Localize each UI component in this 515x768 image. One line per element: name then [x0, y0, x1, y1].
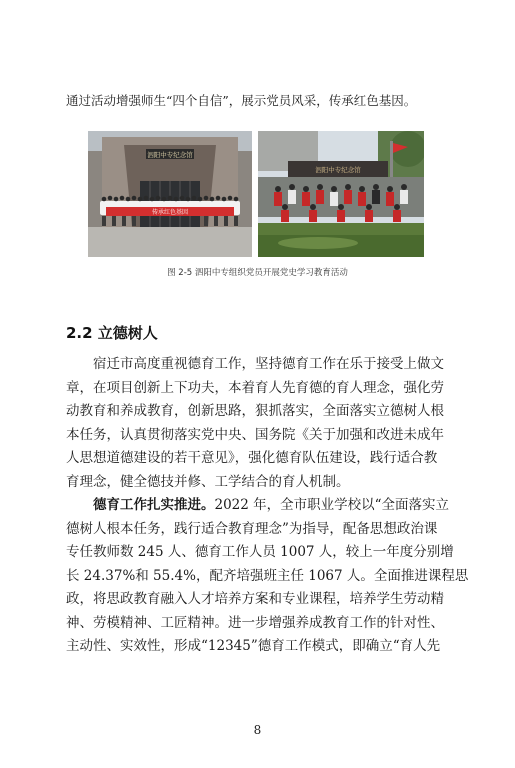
- paragraph-moral-education: [66, 353, 456, 494]
- right-sign-text: 泗阳中专纪念馆: [315, 166, 361, 174]
- paragraph-line: 人思想道德建设的若干意见》，强化德育队伍建设，践行适合教: [66, 450, 438, 466]
- paragraph-line: 宿迁市高度重视德育工作，坚持德育工作在乐于接受上做文: [93, 356, 444, 372]
- figure-caption: 图 2-5 泗阳中专组织党员开展党史学习教育活动: [167, 268, 348, 278]
- section-heading: 2.2 立德树人: [66, 324, 158, 342]
- paragraph-line: 神、劳模精神、工匠精神。进一步增强养成教育工作的针对性、: [66, 614, 444, 631]
- paragraph-line: 德树人根本任务，践行适合教育理念”为指导，配备思想政治课: [66, 520, 438, 537]
- paragraph-moral-work: [66, 494, 469, 659]
- outdoor-group-photo-image: [258, 131, 424, 257]
- intro-text: 通过活动增强师生“四个自信”，展示党员风采，传承红色基因。: [66, 93, 417, 108]
- paragraph-line: 政，将思政教育融入人才培养方案和专业课程，培养学生劳动精: [66, 591, 444, 607]
- page-number: 8: [253, 723, 262, 737]
- photo-outdoor-group: [258, 131, 424, 257]
- building-sign-text: 泗阳中专纪念馆: [147, 151, 193, 159]
- memorial-hall-photo-image: [88, 131, 252, 257]
- figure-photos: [88, 131, 424, 257]
- paragraph-line: 本任务，认真贯彻落实党中央、国务院《关于加强和改进未成年: [66, 426, 444, 443]
- paragraph-line: 动教育和养成教育，创新思路，狠抓落实，全面落实立德树人根: [66, 403, 444, 419]
- paragraph-first-line-rest: 2022 年，全市职业学校以“全面落实立: [214, 497, 450, 513]
- paragraph-line: 育理念，健全德技并修、工学结合的育人机制。: [66, 473, 350, 490]
- paragraph-line: 专任教师数 245 人、德育工作人员 1007 人，较上一年度分别增: [66, 544, 454, 560]
- paragraph-line: 主动性、实效性，形成“12345”德育工作模式，即确立“育人先: [66, 638, 441, 654]
- paragraph-line: 章，在项目创新上下功夫，本着育人先育德的育人理念，强化劳: [66, 379, 444, 396]
- paragraph-lead: 德育工作扎实推进。: [93, 497, 215, 513]
- photo-memorial-hall-group: [88, 131, 252, 257]
- paragraph-line: 长 24.37%和 55.4%，配齐培强班主任 1067 人。全面推进课程思: [66, 567, 469, 584]
- banner-text: 传承红色基因: [151, 209, 189, 216]
- paragraph-first-line: [66, 494, 456, 518]
